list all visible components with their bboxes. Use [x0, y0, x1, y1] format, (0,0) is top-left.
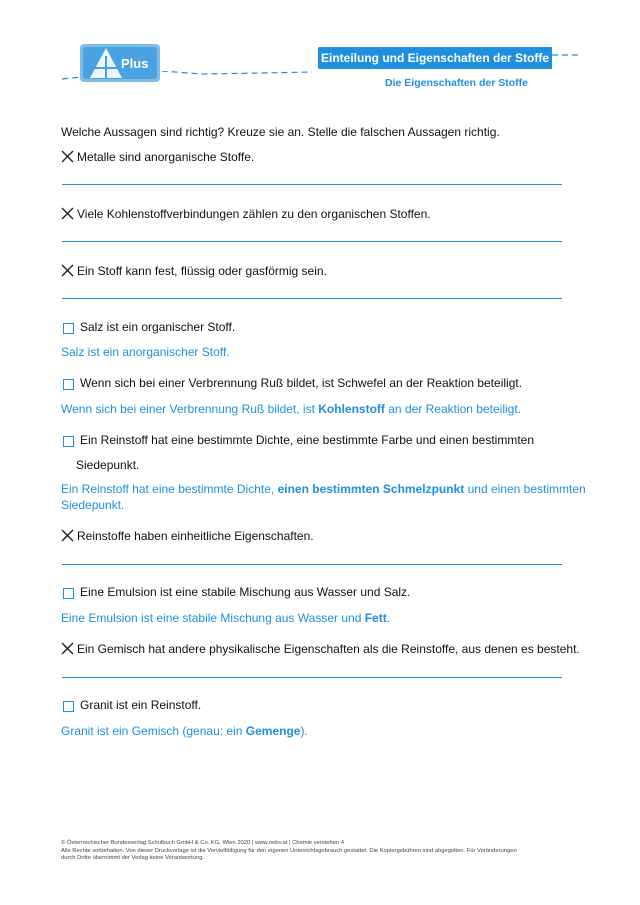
statement-text: Eine Emulsion ist eine stabile Mischung aus Wasser und Salz.: [80, 585, 411, 599]
logo-text: Plus: [121, 56, 149, 71]
correction-10: Granit ist ein Gemisch (genau: ein Gemenge).: [61, 724, 308, 738]
header-dashed-line-right: [552, 53, 582, 57]
answer-line: [62, 298, 562, 299]
checked-cross-icon[interactable]: [61, 642, 74, 655]
unchecked-checkbox-icon[interactable]: [63, 701, 74, 712]
statement-8: [61, 585, 410, 599]
answer-line: [62, 184, 562, 185]
correction-6: Ein Reinstoff hat eine bestimmte Dichte, einen bestimmten Schmelzpunkt und einen bestimmten Siedepunkt.: [61, 482, 586, 512]
correction-4: Salz ist ein anorganischer Stoff.: [61, 345, 230, 359]
answer-line: [62, 677, 562, 678]
statement-6: [61, 433, 534, 447]
statement-1: [61, 150, 254, 164]
statement-text: Siedepunkt.: [76, 458, 140, 472]
statement-10: [61, 698, 201, 712]
statement-text: Ein Reinstoff hat eine bestimmte Dichte, eine bestimmte Farbe und einen bestimmten: [80, 433, 535, 447]
statement-text: Wenn sich bei einer Verbrennung Ruß bildet, ist Schwefel an der Reaktion beteiligt.: [80, 376, 523, 390]
checked-cross-icon[interactable]: [61, 150, 74, 163]
unchecked-checkbox-icon[interactable]: [63, 323, 74, 334]
statement-text: Granit ist ein Reinstoff.: [80, 698, 202, 712]
correction-8: Eine Emulsion ist eine stabile Mischung aus Wasser und Fett.: [61, 611, 391, 625]
plus-logo: [80, 44, 160, 82]
footer-copyright: © Österreichischer Bundesverlag Schulbuch GmbH & Co. KG, Wien 2020 | www.oebv.at | Chemie verstehen 4 Alle Rechte vorbehalten. Von dieser Druckvorlage ist die Vervielfältigung für den eigenen Unterrichtsgebrauch gestattet. Die Kopiergebühren sind abgegolten. Für Veränderungen durch Dritte übernimmt der Verlag keine Verantwortung.: [61, 840, 517, 861]
checked-cross-icon[interactable]: [61, 529, 74, 542]
statement-4: [61, 320, 235, 334]
statement-text: Reinstoffe haben einheitliche Eigenschaften.: [77, 529, 314, 543]
statement-text: Ein Stoff kann fest, flüssig oder gasförmig sein.: [77, 264, 327, 278]
checked-cross-icon[interactable]: [61, 264, 74, 277]
statement-text: Metalle sind anorganische Stoffe.: [77, 150, 255, 164]
statement-text: Ein Gemisch hat andere physikalische Eigenschaften als die Reinstoffe, aus denen es besteht.: [77, 642, 580, 656]
worksheet-subtitle: Die Eigenschaften der Stoffe: [385, 77, 528, 89]
statement-9: [61, 642, 580, 656]
statement-6-continuation: [76, 458, 139, 472]
statement-5: [61, 376, 522, 390]
statement-2: [61, 207, 431, 221]
unchecked-checkbox-icon[interactable]: [63, 588, 74, 599]
statement-3: [61, 264, 327, 278]
statement-text: Viele Kohlenstoffverbindungen zählen zu den organischen Stoffen.: [77, 207, 431, 221]
correction-5: Wenn sich bei einer Verbrennung Ruß bildet, ist Kohlenstoff an der Reaktion beteiligt.: [61, 402, 522, 416]
checked-cross-icon[interactable]: [61, 207, 74, 220]
answer-line: [62, 241, 562, 242]
statement-text: Salz ist ein organischer Stoff.: [80, 320, 236, 334]
worksheet-title: Einteilung und Eigenschaften der Stoffe: [318, 47, 552, 69]
unchecked-checkbox-icon[interactable]: [63, 379, 74, 390]
question-text: Welche Aussagen sind richtig? Kreuze sie an. Stelle die falschen Aussagen richtig.: [61, 125, 500, 139]
answer-line: [62, 564, 562, 565]
unchecked-checkbox-icon[interactable]: [63, 436, 74, 447]
statement-7: [61, 529, 314, 543]
